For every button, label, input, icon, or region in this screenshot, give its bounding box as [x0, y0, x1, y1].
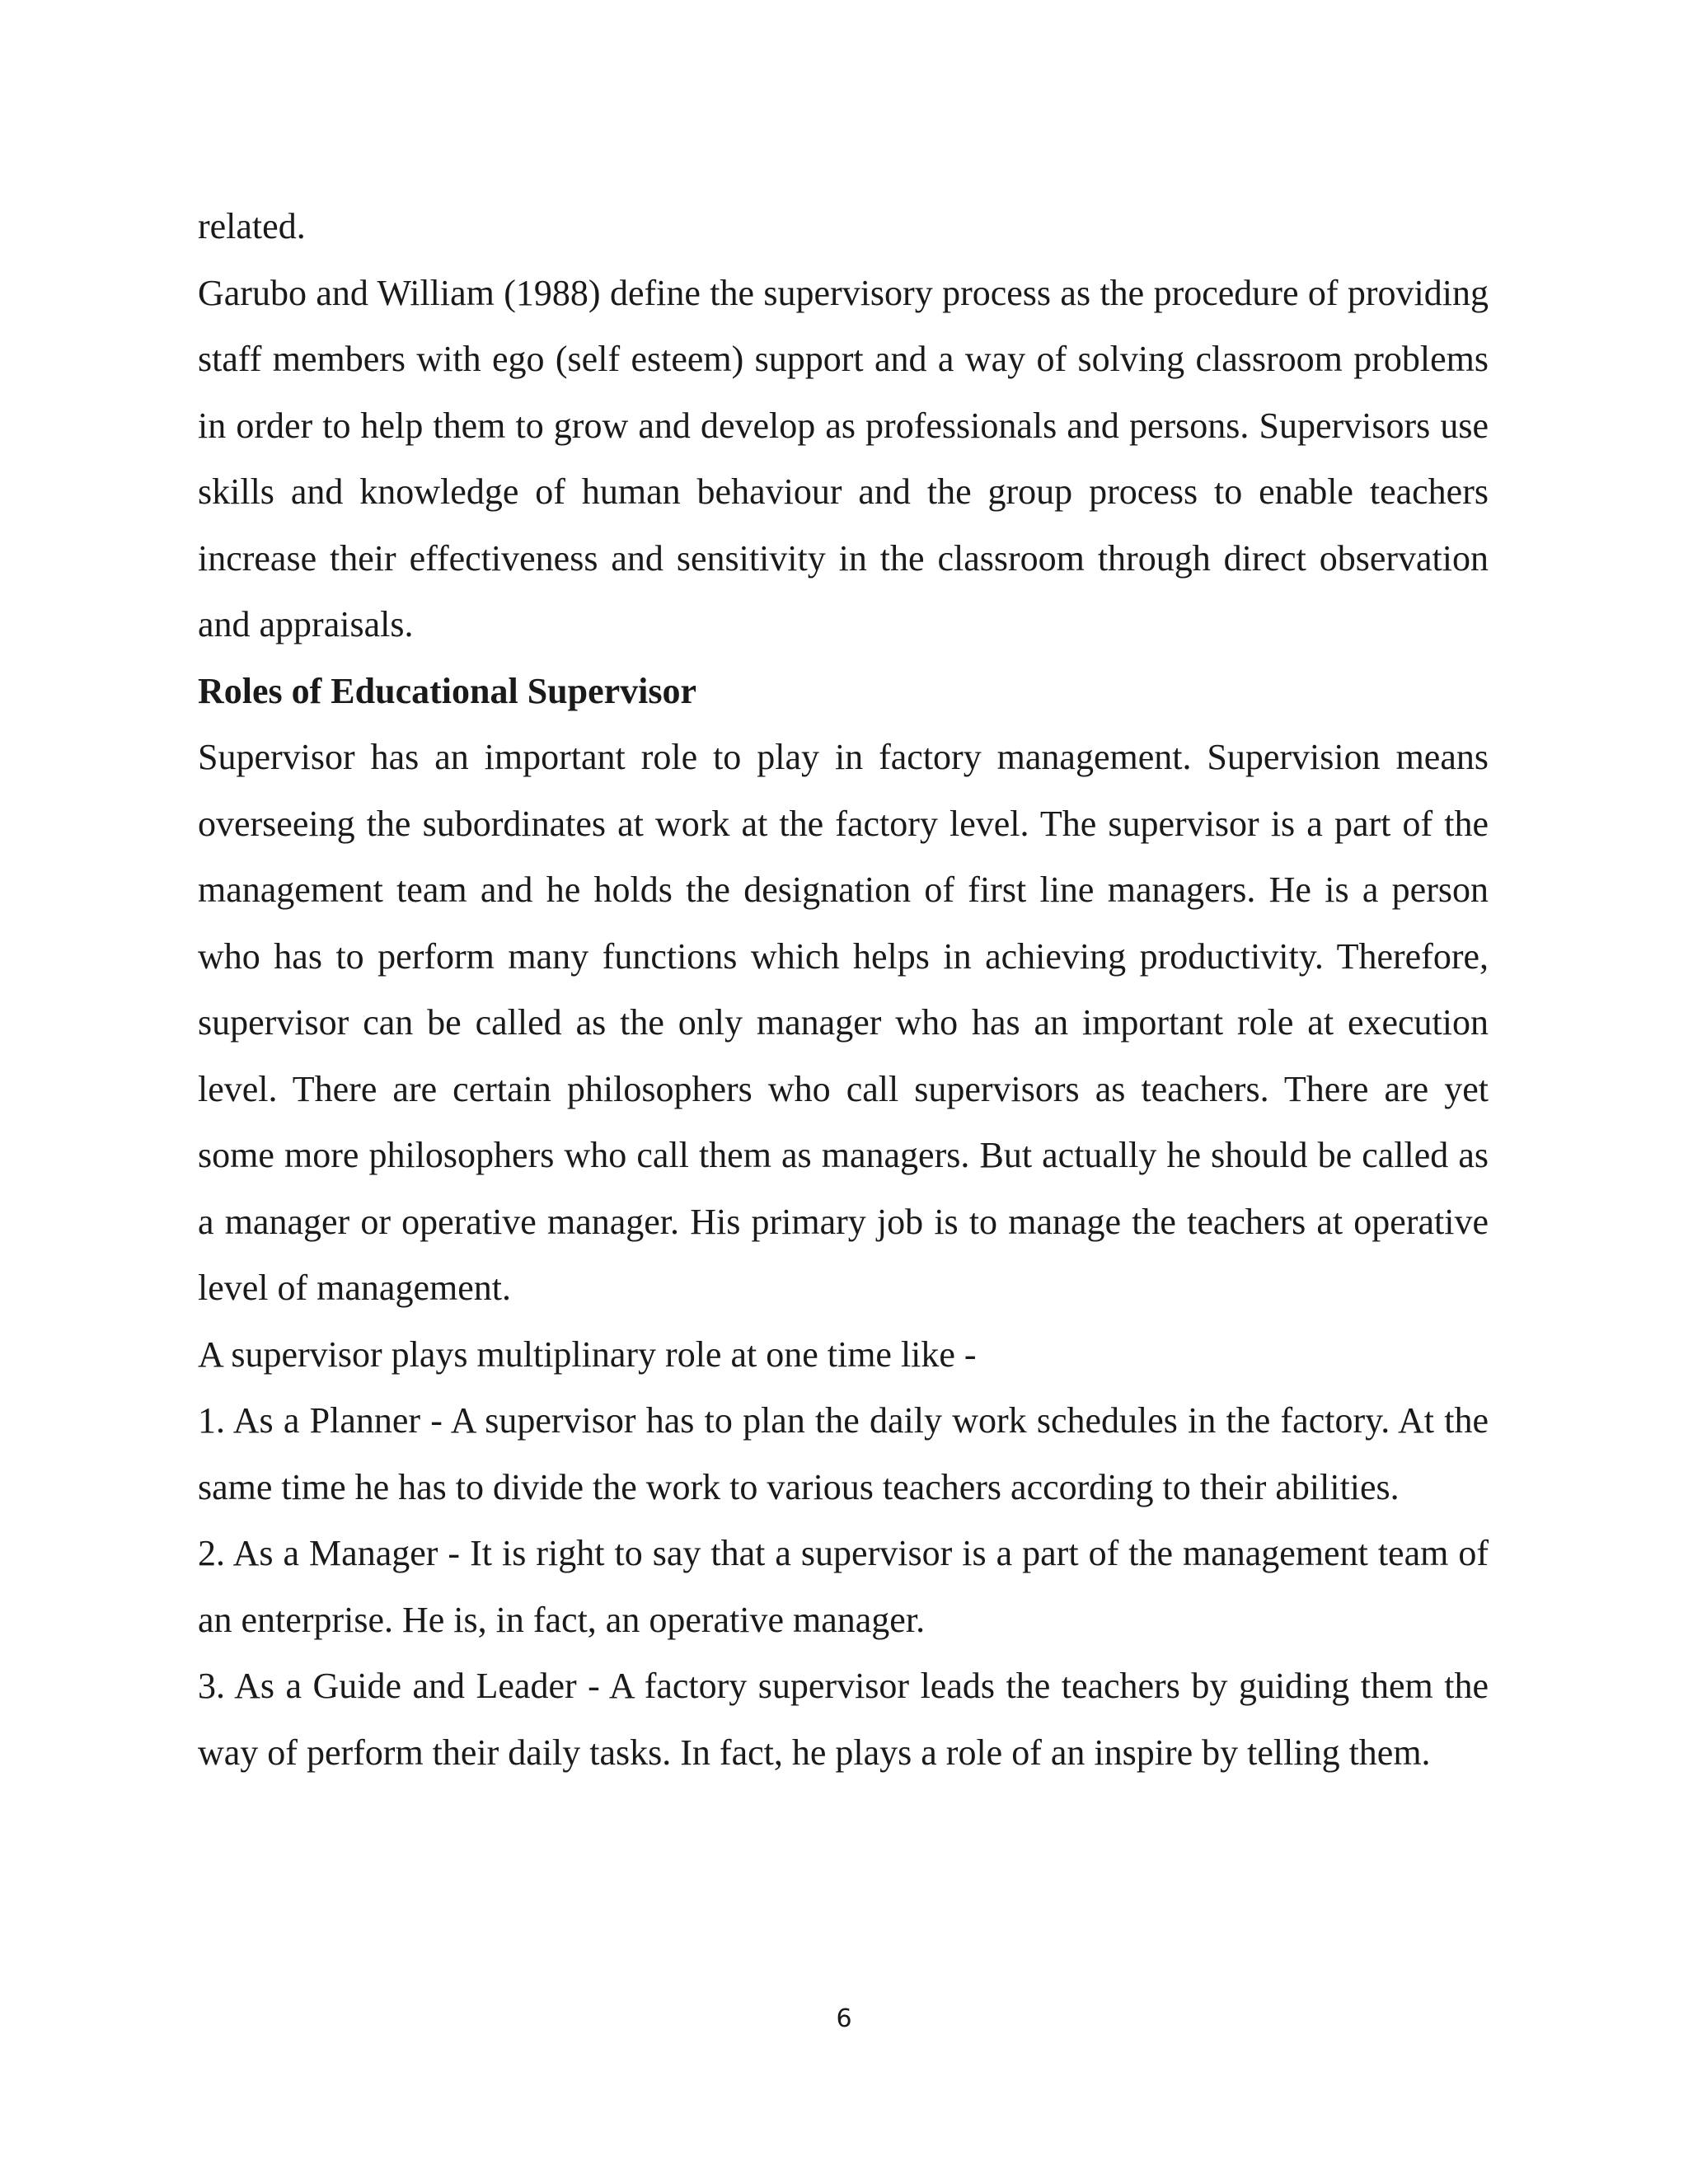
paragraph-garubo-definition: Garubo and William (1988) define the supervisory process as the procedure of providing staff members with ego (self esteem) support and a way of solving classroom problems in order to help them to grow and develop as professionals and persons. Supervisors use skills and knowledge of human behaviour and the group process to enable teachers increase their effectiveness and sensitivity in the classroom through direct observation and appraisals. [198, 272, 1489, 644]
document-body [198, 194, 1489, 1786]
paragraph-multiplinary-intro: A supervisor plays multiplinary role at one time like - [198, 1333, 977, 1375]
paragraph-continuation: related. [198, 206, 306, 246]
page-number: 6 [836, 2004, 852, 2033]
section-heading: Roles of Educational Supervisor [198, 670, 697, 711]
list-item-planner: 1. As a Planner - A supervisor has to plan the daily work schedules in the factory. At the same time he has to divide the work to various teachers according to their abilities. [198, 1400, 1489, 1507]
paragraph-supervisor-role: Supervisor has an important role to play in factory management. Supervision means overseeing the subordinates at work at the factory level. The supervisor is a part of the management team and he holds the designation of first line managers. He is a person who has to perform many functions which helps in achieving productivity. Therefore, supervisor can be called as the only manager who has an important role at execution level. There are certain philosophers who call supervisors as teachers. There are yet some more philosophers who call them as managers. But actually he should be called as a manager or operative manager. His primary job is to manage the teachers at operative level of management. [198, 737, 1489, 1308]
list-item-guide-leader: 3. As a Guide and Leader - A factory supervisor leads the teachers by guiding them the way of perform their daily tasks. In fact, he plays a role of an inspire by telling them. [198, 1666, 1489, 1773]
list-item-manager: 2. As a Manager - It is right to say that a supervisor is a part of the management team of an enterprise. He is, in fact, an operative manager. [198, 1533, 1489, 1640]
